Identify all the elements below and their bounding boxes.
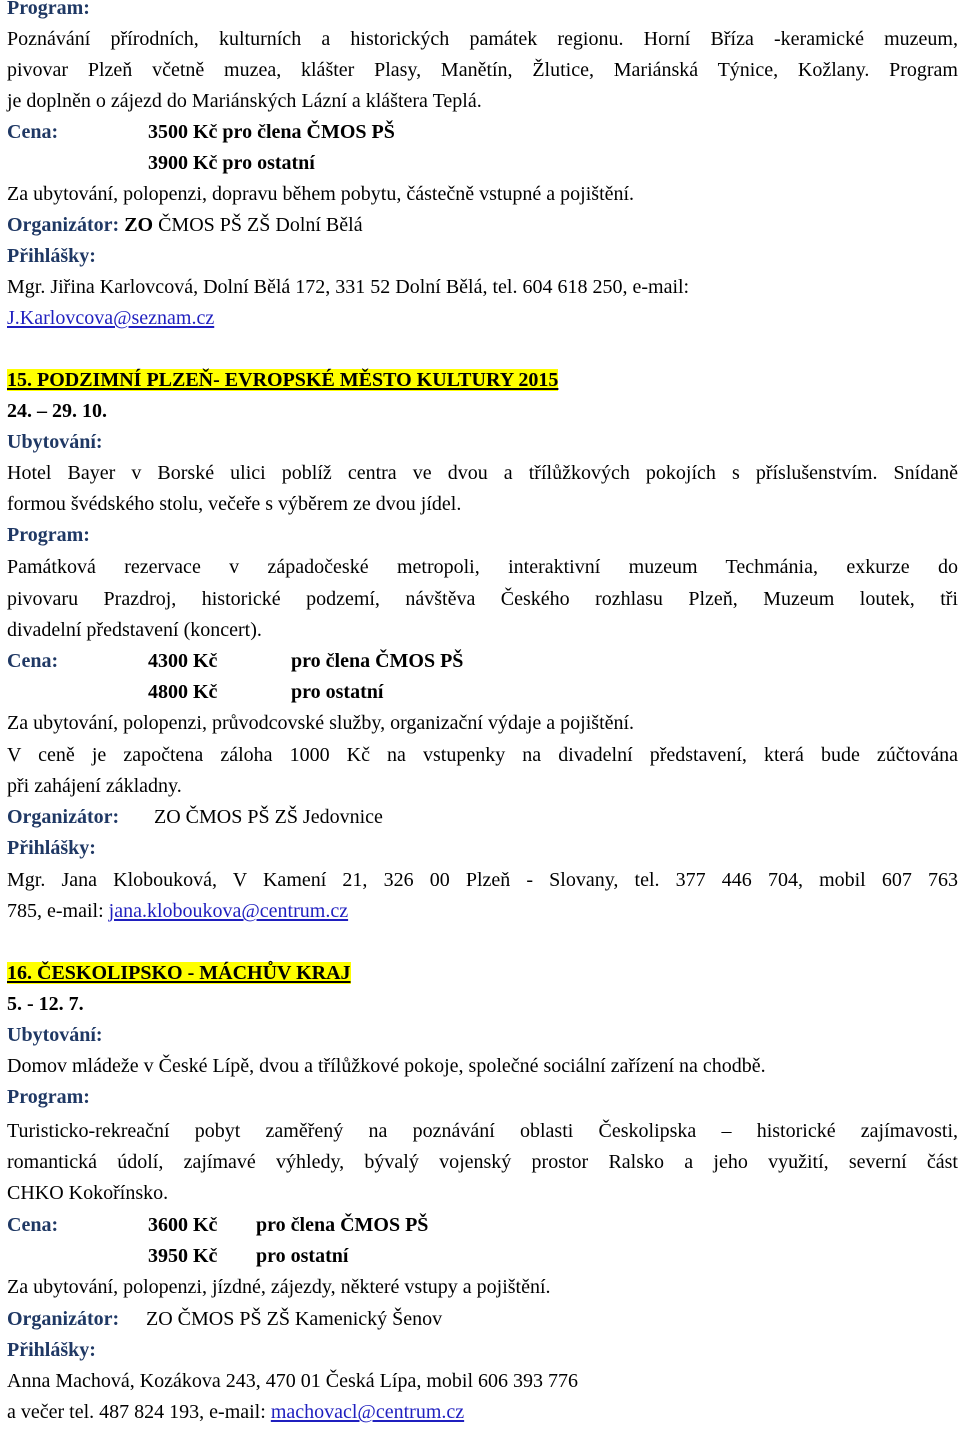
prihlasky-label: Přihlášky: bbox=[7, 245, 96, 267]
price-includes: Za ubytování, polopenzi, průvodcovské služby, organizační výdaje a pojištění. bbox=[7, 712, 635, 734]
price-members-text: pro člena ČMOS PŠ bbox=[291, 650, 464, 672]
cena-label: Cena: bbox=[7, 1214, 59, 1236]
price-others-amount: 4800 Kč bbox=[148, 681, 218, 703]
price-includes: Za ubytování, polopenzi, jízdné, zájezdy, některé vstupy a pojištění. bbox=[7, 1276, 551, 1298]
organizer-name: ZO ČMOS PŠ ZŠ Jedovnice bbox=[154, 806, 383, 828]
cena-label: Cena: bbox=[7, 121, 59, 143]
contact-email-row bbox=[7, 303, 958, 334]
program-text-line: je doplněn o zájezd do Mariánských Lázní a kláštera Teplá. bbox=[7, 90, 482, 112]
program-label: Program: bbox=[7, 524, 90, 546]
section-title-row bbox=[7, 958, 958, 989]
price-row bbox=[7, 646, 958, 677]
price-members-text: pro člena ČMOS PŠ bbox=[256, 1214, 429, 1236]
ubytovani-label: Ubytování: bbox=[7, 431, 103, 453]
program-text-line: Památková rezervace v západočeské metropoli, interaktivní muzeum Techmánia, exkurze do bbox=[7, 556, 958, 578]
prihlasky-label: Přihlášky: bbox=[7, 1339, 96, 1361]
ubytovani-label: Ubytování: bbox=[7, 1024, 103, 1046]
email-link[interactable]: J.Karlovcova@seznam.cz bbox=[7, 307, 215, 329]
ubytovani-text-line: Domov mládeže v České Lípě, dvou a třílůžkové pokoje, společné sociální zařízení na chodbě. bbox=[7, 1055, 766, 1077]
program-text-line: romantická údolí, zajímavé výhledy, bývalý vojenský prostor Ralsko a jeho využití, severní část bbox=[7, 1151, 958, 1173]
ubytovani-text-line: formou švédského stolu, večeře s výběrem ze dvou jídel. bbox=[7, 493, 462, 515]
organizer-label: Organizátor: bbox=[7, 1308, 120, 1330]
price-includes: Za ubytování, polopenzi, dopravu během pobytu, částečně vstupné a pojištění. bbox=[7, 183, 635, 205]
organizer-row bbox=[7, 802, 958, 833]
organizer-name: ČMOS PŠ ZŠ Dolní Bělá bbox=[158, 214, 363, 236]
price-others-amount: 3950 Kč bbox=[148, 1245, 218, 1267]
organizer-row bbox=[7, 210, 958, 241]
organizer-prefix: ZO bbox=[124, 214, 154, 236]
price-note-line: při zahájení základny. bbox=[7, 775, 182, 797]
email-link[interactable]: jana.kloboukova@centrum.cz bbox=[108, 900, 349, 922]
organizer-label: Organizátor: bbox=[7, 806, 120, 828]
program-text-line: Turisticko-rekreační pobyt zaměřený na poznávání oblasti Českolipska – historické zajímavosti, bbox=[7, 1120, 958, 1142]
program-text-line: divadelní představení (koncert). bbox=[7, 619, 262, 641]
program-text-line: Poznávání přírodních, kulturních a historických památek regionu. Horní Bříza -keramické muzeum, bbox=[7, 28, 958, 50]
contact-line: Anna Machová, Kozákova 243, 470 01 Česká Lípa, mobil 606 393 776 bbox=[7, 1370, 579, 1392]
contact-email-row bbox=[7, 896, 958, 927]
price-members-amount: 3600 Kč bbox=[148, 1214, 218, 1236]
email-link[interactable]: machovacl@centrum.cz bbox=[270, 1401, 465, 1423]
program-label: Program: bbox=[7, 0, 90, 19]
ubytovani-text-line: Hotel Bayer v Borské ulici poblíž centra ve dvou a třílůžkových pokojích s příslušenstvím. Snídaně bbox=[7, 462, 958, 484]
organizer-row bbox=[7, 1304, 958, 1335]
organizer-label: Organizátor: bbox=[7, 214, 120, 236]
price-others-text: pro ostatní bbox=[291, 681, 384, 703]
program-text-line: pivovaru Prazdroj, historické podzemí, návštěva Českého rozhlasu Plzeň, Muzeum loutek, tři bbox=[7, 588, 958, 610]
organizer-name: ZO ČMOS PŠ ZŠ Kamenický Šenov bbox=[146, 1308, 443, 1330]
contact-email-prefix: 785, e-mail: bbox=[7, 900, 109, 922]
contact-line: Mgr. Jana Klobouková, V Kamení 21, 326 00 Plzeň - Slovany, tel. 377 446 704, mobil 607 763 bbox=[7, 869, 958, 891]
program-text-line: CHKO Kokořínsko. bbox=[7, 1182, 169, 1204]
contact-email-prefix: a večer tel. 487 824 193, e-mail: bbox=[7, 1401, 271, 1423]
contact-line: Mgr. Jiřina Karlovcová, Dolní Bělá 172, 331 52 Dolní Bělá, tel. 604 618 250, e-mail: bbox=[7, 276, 690, 298]
program-label: Program: bbox=[7, 1086, 90, 1108]
price-row bbox=[7, 117, 958, 148]
price-row bbox=[7, 1210, 958, 1241]
section-date: 5. - 12. 7. bbox=[7, 993, 84, 1015]
price-note-line: V ceně je započtena záloha 1000 Kč na vstupenky na divadelní představení, která bude zúčtována bbox=[7, 744, 958, 766]
prihlasky-label: Přihlášky: bbox=[7, 837, 96, 859]
price-members: 3500 Kč pro člena ČMOS PŠ bbox=[148, 121, 395, 143]
price-members-amount: 4300 Kč bbox=[148, 650, 218, 672]
price-others-text: pro ostatní bbox=[256, 1245, 349, 1267]
section-title: 16. ČESKOLIPSKO - MÁCHŮV KRAJ bbox=[7, 962, 351, 984]
program-text-line: pivovar Plzeň včetně muzea, klášter Plasy, Manětín, Žlutice, Mariánská Týnice, Kožlany. Program bbox=[7, 59, 958, 81]
contact-email-row bbox=[7, 1397, 958, 1428]
section-title-row bbox=[7, 365, 958, 396]
section-date: 24. – 29. 10. bbox=[7, 400, 107, 422]
section-title: 15. PODZIMNÍ PLZEŇ- EVROPSKÉ MĚSTO KULTURY 2015 bbox=[7, 369, 559, 391]
cena-label: Cena: bbox=[7, 650, 59, 672]
price-others: 3900 Kč pro ostatní bbox=[148, 152, 315, 174]
